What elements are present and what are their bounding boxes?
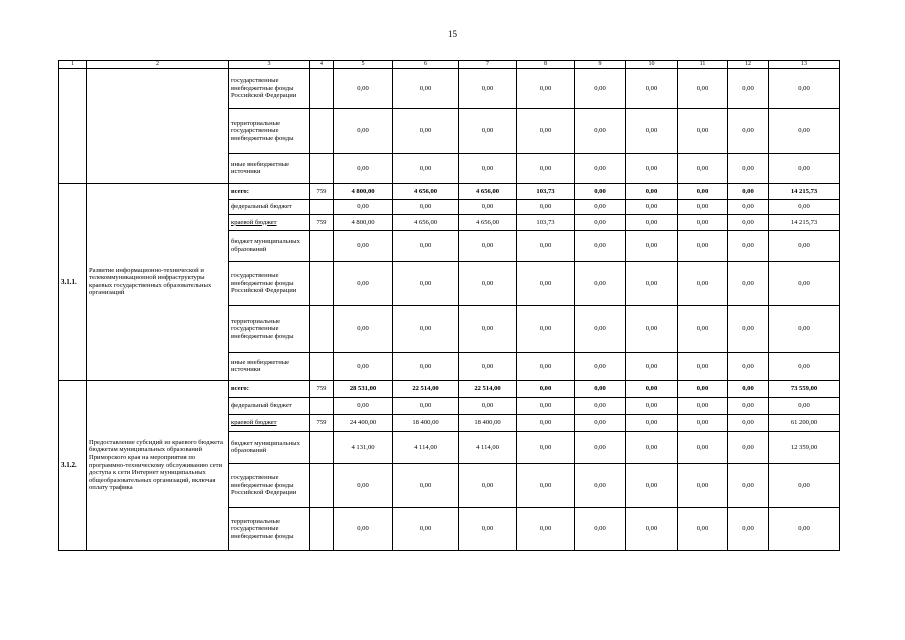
funding-source: федеральный бюджет <box>229 397 310 414</box>
amount-cell: 0,00 <box>393 397 459 414</box>
amount-cell: 0,00 <box>678 397 728 414</box>
amount-cell: 0,00 <box>459 68 517 108</box>
amount-cell: 0,00 <box>728 214 769 230</box>
amount-cell: 0,00 <box>769 397 840 414</box>
amount-cell: 22 514,00 <box>459 380 517 397</box>
budget-code <box>310 230 334 261</box>
amount-cell: 0,00 <box>678 214 728 230</box>
amount-cell: 4 656,00 <box>459 183 517 199</box>
amount-cell: 0,00 <box>678 463 728 507</box>
amount-cell: 0,00 <box>517 431 575 463</box>
column-header: 2 <box>87 61 229 69</box>
amount-cell: 0,00 <box>393 463 459 507</box>
amount-cell: 0,00 <box>678 153 728 183</box>
amount-cell: 0,00 <box>517 380 575 397</box>
budget-code <box>310 507 334 550</box>
budget-code <box>310 352 334 380</box>
amount-cell: 0,00 <box>575 431 626 463</box>
amount-cell: 0,00 <box>517 199 575 214</box>
amount-cell: 0,00 <box>393 68 459 108</box>
amount-cell: 0,00 <box>459 261 517 305</box>
amount-cell: 0,00 <box>626 183 678 199</box>
amount-cell: 0,00 <box>517 261 575 305</box>
amount-cell: 0,00 <box>517 463 575 507</box>
amount-cell: 0,00 <box>334 305 393 352</box>
amount-cell: 0,00 <box>393 199 459 214</box>
amount-cell: 0,00 <box>575 463 626 507</box>
amount-cell: 0,00 <box>728 305 769 352</box>
budget-code: 759 <box>310 414 334 431</box>
funding-source: бюджет муниципальных образований <box>229 431 310 463</box>
header-row <box>59 61 840 69</box>
amount-cell: 0,00 <box>728 463 769 507</box>
amount-cell: 0,00 <box>393 108 459 153</box>
amount-cell: 0,00 <box>517 397 575 414</box>
amount-cell: 0,00 <box>769 68 840 108</box>
amount-cell: 4 131,00 <box>334 431 393 463</box>
amount-cell: 0,00 <box>769 261 840 305</box>
amount-cell: 0,00 <box>626 230 678 261</box>
amount-cell: 0,00 <box>517 352 575 380</box>
amount-cell: 0,00 <box>575 397 626 414</box>
amount-cell: 0,00 <box>459 230 517 261</box>
column-header: 10 <box>626 61 678 69</box>
amount-cell: 0,00 <box>626 199 678 214</box>
amount-cell: 18 400,00 <box>459 414 517 431</box>
amount-cell: 0,00 <box>678 431 728 463</box>
budget-code <box>310 463 334 507</box>
item-name <box>87 68 229 183</box>
amount-cell: 0,00 <box>769 199 840 214</box>
funding-source: краевой бюджет <box>229 214 310 230</box>
budget-code <box>310 68 334 108</box>
budget-code <box>310 305 334 352</box>
amount-cell: 0,00 <box>678 108 728 153</box>
amount-cell: 0,00 <box>626 380 678 397</box>
page-number: 15 <box>448 29 457 39</box>
amount-cell: 0,00 <box>517 68 575 108</box>
column-header: 4 <box>310 61 334 69</box>
amount-cell: 0,00 <box>769 230 840 261</box>
amount-cell: 0,00 <box>769 108 840 153</box>
amount-cell: 0,00 <box>517 153 575 183</box>
amount-cell: 0,00 <box>728 230 769 261</box>
funding-source: иные внебюджетные источники <box>229 153 310 183</box>
column-header: 5 <box>334 61 393 69</box>
amount-cell: 0,00 <box>334 68 393 108</box>
amount-cell: 0,00 <box>728 507 769 550</box>
column-header: 13 <box>769 61 840 69</box>
amount-cell: 0,00 <box>728 68 769 108</box>
amount-cell: 0,00 <box>769 352 840 380</box>
amount-cell: 0,00 <box>459 352 517 380</box>
amount-cell: 0,00 <box>678 507 728 550</box>
amount-cell: 4 656,00 <box>459 214 517 230</box>
amount-cell: 103,73 <box>517 214 575 230</box>
amount-cell: 0,00 <box>728 352 769 380</box>
amount-cell: 0,00 <box>626 431 678 463</box>
amount-cell: 0,00 <box>459 507 517 550</box>
amount-cell: 4 114,00 <box>393 431 459 463</box>
amount-cell: 0,00 <box>459 305 517 352</box>
funding-source: всего: <box>229 183 310 199</box>
budget-table <box>58 60 840 551</box>
item-number: 3.1.2. <box>59 380 87 550</box>
amount-cell: 0,00 <box>626 108 678 153</box>
amount-cell: 0,00 <box>728 431 769 463</box>
column-header: 3 <box>229 61 310 69</box>
amount-cell: 4 114,00 <box>459 431 517 463</box>
amount-cell: 0,00 <box>575 214 626 230</box>
amount-cell: 0,00 <box>769 463 840 507</box>
amount-cell: 0,00 <box>769 153 840 183</box>
amount-cell: 0,00 <box>575 352 626 380</box>
amount-cell: 0,00 <box>678 183 728 199</box>
column-header: 7 <box>459 61 517 69</box>
amount-cell: 12 359,00 <box>769 431 840 463</box>
budget-code <box>310 397 334 414</box>
amount-cell: 0,00 <box>728 380 769 397</box>
item-name: Предоставление субсидий из краевого бюджета бюджетам муниципальных образований Приморского края на мероприятия по программно-техническому обслуживанию сети доступа к сети Интернет муниципальных общеобразовательных организаций, включая оплату трафика <box>87 380 229 550</box>
amount-cell: 0,00 <box>626 305 678 352</box>
column-header: 9 <box>575 61 626 69</box>
amount-cell: 0,00 <box>678 305 728 352</box>
item-name: Развитие информационно-технической и телекоммуникационной инфраструктуры краевых государственных образовательных организаций <box>87 183 229 380</box>
funding-source: государственные внебюджетные фонды Российской Федерации <box>229 68 310 108</box>
amount-cell: 0,00 <box>517 507 575 550</box>
amount-cell: 0,00 <box>393 230 459 261</box>
amount-cell: 14 215,73 <box>769 183 840 199</box>
funding-source: иные внебюджетные источники <box>229 352 310 380</box>
amount-cell: 0,00 <box>728 397 769 414</box>
amount-cell: 0,00 <box>678 352 728 380</box>
column-header: 1 <box>59 61 87 69</box>
funding-source: территориальные государственные внебюджетные фонды <box>229 108 310 153</box>
amount-cell: 0,00 <box>334 507 393 550</box>
amount-cell: 0,00 <box>334 108 393 153</box>
amount-cell: 24 400,00 <box>334 414 393 431</box>
amount-cell: 0,00 <box>728 183 769 199</box>
amount-cell: 0,00 <box>626 397 678 414</box>
funding-source: территориальные государственные внебюджетные фонды <box>229 305 310 352</box>
amount-cell: 4 800,00 <box>334 183 393 199</box>
amount-cell: 0,00 <box>517 230 575 261</box>
amount-cell: 0,00 <box>626 414 678 431</box>
amount-cell: 0,00 <box>459 463 517 507</box>
item-number <box>59 68 87 183</box>
funding-source: государственные внебюджетные фонды Российской Федерации <box>229 261 310 305</box>
amount-cell: 0,00 <box>769 305 840 352</box>
amount-cell: 0,00 <box>626 214 678 230</box>
amount-cell: 0,00 <box>334 463 393 507</box>
amount-cell: 0,00 <box>728 199 769 214</box>
amount-cell: 0,00 <box>575 108 626 153</box>
amount-cell: 0,00 <box>517 414 575 431</box>
budget-code <box>310 108 334 153</box>
budget-code: 759 <box>310 380 334 397</box>
amount-cell: 0,00 <box>678 230 728 261</box>
amount-cell: 0,00 <box>575 68 626 108</box>
amount-cell: 0,00 <box>575 507 626 550</box>
budget-code: 759 <box>310 183 334 199</box>
amount-cell: 0,00 <box>728 261 769 305</box>
amount-cell: 0,00 <box>575 380 626 397</box>
column-header: 12 <box>728 61 769 69</box>
amount-cell: 0,00 <box>459 108 517 153</box>
amount-cell: 14 215,73 <box>769 214 840 230</box>
amount-cell: 0,00 <box>459 199 517 214</box>
amount-cell: 0,00 <box>334 230 393 261</box>
amount-cell: 4 656,00 <box>393 214 459 230</box>
amount-cell: 0,00 <box>575 153 626 183</box>
amount-cell: 0,00 <box>575 414 626 431</box>
amount-cell: 0,00 <box>678 199 728 214</box>
amount-cell: 4 800,00 <box>334 214 393 230</box>
budget-code <box>310 153 334 183</box>
amount-cell: 0,00 <box>626 507 678 550</box>
amount-cell: 0,00 <box>393 261 459 305</box>
amount-cell: 0,00 <box>678 380 728 397</box>
amount-cell: 0,00 <box>626 153 678 183</box>
amount-cell: 0,00 <box>459 153 517 183</box>
table-row <box>59 380 840 397</box>
amount-cell: 0,00 <box>728 153 769 183</box>
column-header: 8 <box>517 61 575 69</box>
amount-cell: 0,00 <box>678 68 728 108</box>
amount-cell: 0,00 <box>517 108 575 153</box>
budget-code <box>310 199 334 214</box>
amount-cell: 61 200,00 <box>769 414 840 431</box>
amount-cell: 0,00 <box>393 153 459 183</box>
amount-cell: 28 531,00 <box>334 380 393 397</box>
amount-cell: 0,00 <box>393 507 459 550</box>
budget-code: 759 <box>310 214 334 230</box>
funding-source: федеральный бюджет <box>229 199 310 214</box>
funding-source: государственные внебюджетные фонды Российской Федерации <box>229 463 310 507</box>
amount-cell: 0,00 <box>678 261 728 305</box>
amount-cell: 0,00 <box>575 183 626 199</box>
column-header: 6 <box>393 61 459 69</box>
amount-cell: 0,00 <box>334 352 393 380</box>
item-number: 3.1.1. <box>59 183 87 380</box>
amount-cell: 0,00 <box>393 305 459 352</box>
budget-code <box>310 261 334 305</box>
amount-cell: 4 656,00 <box>393 183 459 199</box>
amount-cell: 0,00 <box>334 153 393 183</box>
amount-cell: 0,00 <box>575 230 626 261</box>
amount-cell: 0,00 <box>769 507 840 550</box>
table-row <box>59 68 840 108</box>
funding-source: всего: <box>229 380 310 397</box>
amount-cell: 0,00 <box>626 261 678 305</box>
amount-cell: 0,00 <box>626 352 678 380</box>
funding-source: территориальные государственные внебюджетные фонды <box>229 507 310 550</box>
amount-cell: 0,00 <box>575 305 626 352</box>
funding-source: бюджет муниципальных образований <box>229 230 310 261</box>
amount-cell: 0,00 <box>334 199 393 214</box>
amount-cell: 0,00 <box>626 68 678 108</box>
amount-cell: 0,00 <box>575 261 626 305</box>
amount-cell: 22 514,00 <box>393 380 459 397</box>
budget-code <box>310 431 334 463</box>
amount-cell: 0,00 <box>626 463 678 507</box>
amount-cell: 0,00 <box>728 414 769 431</box>
amount-cell: 18 400,00 <box>393 414 459 431</box>
funding-source: краевой бюджет <box>229 414 310 431</box>
amount-cell: 0,00 <box>459 397 517 414</box>
amount-cell: 0,00 <box>678 414 728 431</box>
amount-cell: 0,00 <box>393 352 459 380</box>
amount-cell: 0,00 <box>334 261 393 305</box>
amount-cell: 0,00 <box>334 397 393 414</box>
amount-cell: 73 559,00 <box>769 380 840 397</box>
table-row <box>59 183 840 199</box>
column-header: 11 <box>678 61 728 69</box>
amount-cell: 103,73 <box>517 183 575 199</box>
amount-cell: 0,00 <box>728 108 769 153</box>
amount-cell: 0,00 <box>575 199 626 214</box>
amount-cell: 0,00 <box>517 305 575 352</box>
